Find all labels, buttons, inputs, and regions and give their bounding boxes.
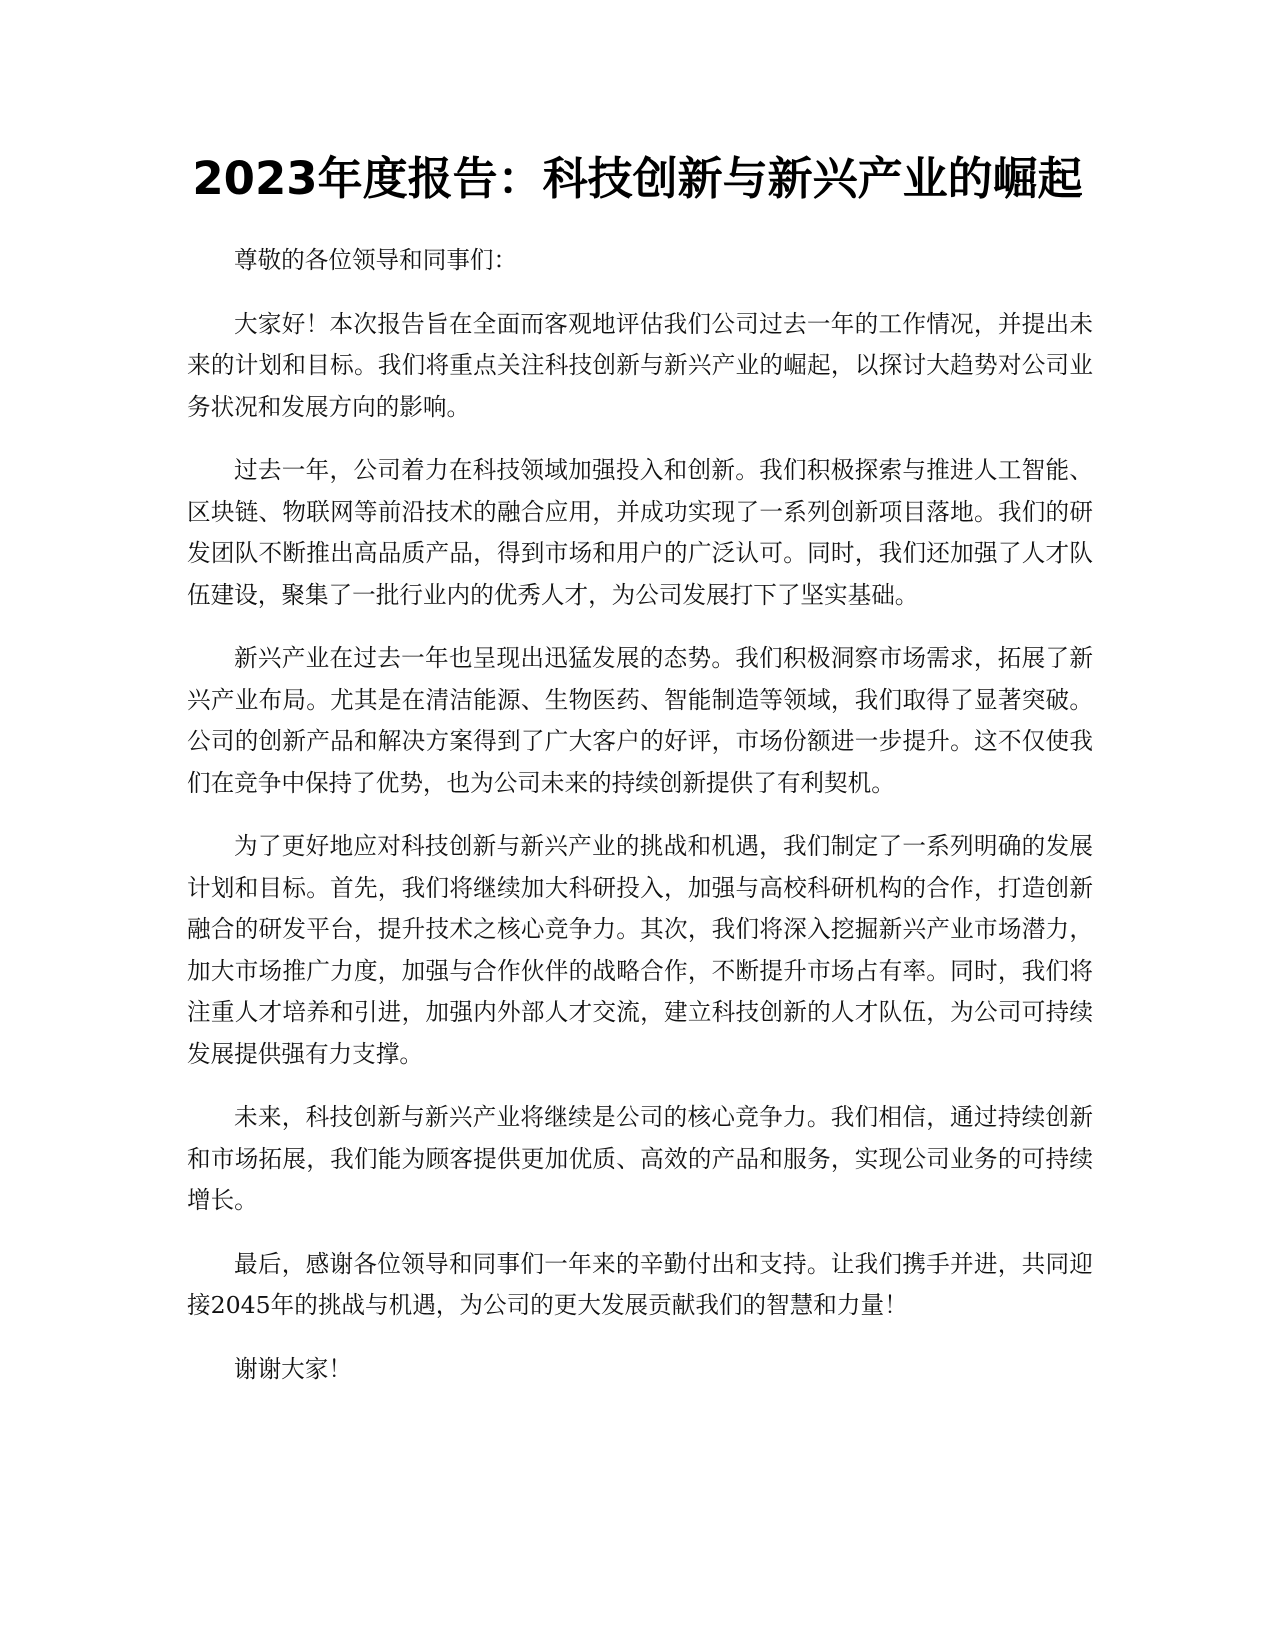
closing: 谢谢大家！	[234, 1354, 352, 1383]
document-body	[187, 240, 1093, 1412]
salutation: 尊敬的各位领导和同事们：	[234, 246, 518, 274]
paragraph-thanks: 最后，感谢各位领导和同事们一年来的辛勤付出和支持。让我们携手并进，共同迎接2045年的挑战与机遇，为公司的更大发展贡献我们的智慧和力量！	[187, 1249, 1093, 1319]
paragraph-intro: 大家好！本次报告旨在全面而客观地评估我们公司过去一年的工作情况，并提出未来的计划和目标。我们将重点关注科技创新与新兴产业的崛起，以探讨大趋势对公司业务状况和发展方向的影响。	[187, 309, 1093, 421]
document-title: 2023年度报告：科技创新与新兴产业的崛起	[192, 152, 1083, 205]
paragraph-technology: 过去一年，公司着力在科技领域加强投入和创新。我们积极探索与推进人工智能、区块链、物联网等前沿技术的融合应用，并成功实现了一系列创新项目落地。我们的研发团队不断推出高品质产品，得到市场和用户的广泛认可。同时，我们还加强了人才队伍建设，聚集了一批行业内的优秀人才，为公司发展打下了坚实基础。	[187, 456, 1093, 609]
paragraph-plans: 为了更好地应对科技创新与新兴产业的挑战和机遇，我们制定了一系列明确的发展计划和目标。首先，我们将继续加大科研投入，加强与高校科研机构的合作，打造创新融合的研发平台，提升技术之核心竞争力。其次，我们将深入挖掘新兴产业市场潜力，加大市场推广力度，加强与合作伙伴的战略合作，不断提升市场占有率。同时，我们将注重人才培养和引进，加强内外部人才交流，建立科技创新的人才队伍，为公司可持续发展提供强有力支撑。	[187, 832, 1093, 1068]
paragraph-emerging-industries: 新兴产业在过去一年也呈现出迅猛发展的态势。我们积极洞察市场需求，拓展了新兴产业布局。尤其是在清洁能源、生物医药、智能制造等领域，我们取得了显著突破。公司的创新产品和解决方案得到了广大客户的好评，市场份额进一步提升。这不仅使我们在竞争中保持了优势，也为公司未来的持续创新提供了有利契机。	[187, 644, 1093, 797]
paragraph-future: 未来，科技创新与新兴产业将继续是公司的核心竞争力。我们相信，通过持续创新和市场拓展，我们能为顾客提供更加优质、高效的产品和服务，实现公司业务的可持续增长。	[187, 1103, 1093, 1214]
